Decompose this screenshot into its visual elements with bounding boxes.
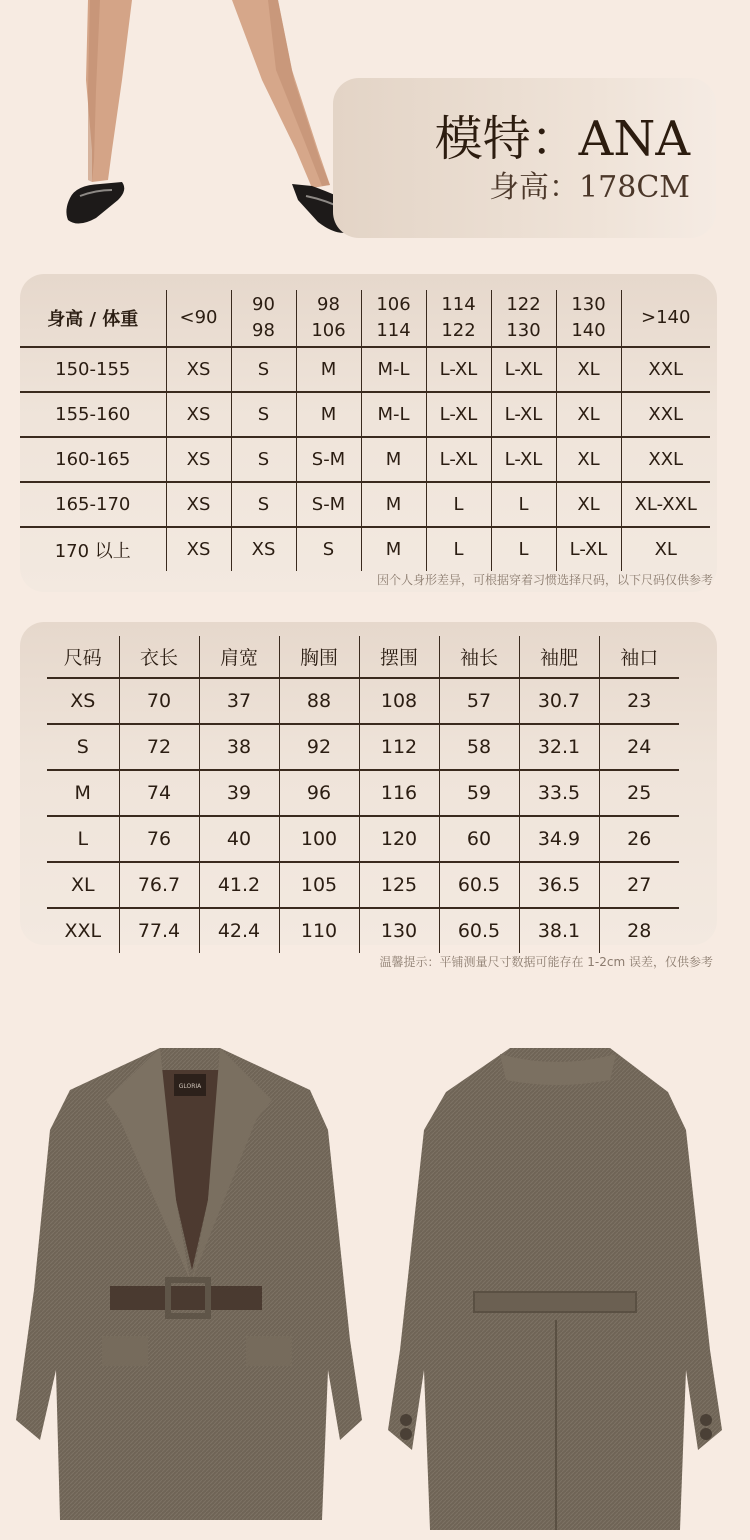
size-cell: XS [166,437,231,482]
size-label-cell: L [47,816,119,862]
table-row [20,527,710,571]
table-row [47,816,679,862]
measurement-cell: 105 [279,862,359,908]
measurement-cell: 40 [199,816,279,862]
height-range-cell: 165-170 [20,482,166,527]
size-cell: L-XL [426,437,491,482]
measurement-cell: 38.1 [519,908,599,953]
height-range-cell: 155-160 [20,392,166,437]
measurement-cell: 60.5 [439,862,519,908]
measurement-table [47,636,679,953]
measurement-cell: 120 [359,816,439,862]
table-row [20,347,710,392]
measurement-cell: 59 [439,770,519,816]
size-cell: L [491,527,556,571]
measurement-cell: 23 [599,678,679,724]
size-cell: L-XL [426,392,491,437]
measurement-cell: 32.1 [519,724,599,770]
size-cell: M [361,437,426,482]
size-cell: XL-XXL [621,482,710,527]
size-cell: M [361,527,426,571]
height-range-cell: 150-155 [20,347,166,392]
measurement-cell: 125 [359,862,439,908]
column-header: 尺码 [47,636,119,678]
table-row [47,770,679,816]
size-label-cell: S [47,724,119,770]
size-cell: M [296,392,361,437]
size-cell: S [231,482,296,527]
measurement-cell: 74 [119,770,199,816]
measurement-cell: 112 [359,724,439,770]
height-range-cell: 170 以上 [54,540,131,562]
weight-range-header: 106 114 [361,290,426,347]
measurement-cell: 34.9 [519,816,599,862]
model-info-card [333,78,716,238]
size-cell: XXL [621,437,710,482]
size-cell: M-L [361,347,426,392]
size-cell: XXL [621,347,710,392]
table-row [47,862,679,908]
size-cell: L [426,482,491,527]
measurement-cell: 25 [599,770,679,816]
measurement-cell: 42.4 [199,908,279,953]
column-header: 袖肥 [519,636,599,678]
measurement-cell: 41.2 [199,862,279,908]
size-cell: XS [166,527,231,571]
measurement-cell: 27 [599,862,679,908]
measurement-cell: 100 [279,816,359,862]
size-recommendation-table [20,290,710,571]
measurement-cell: 24 [599,724,679,770]
blazer-back-image [370,1040,740,1540]
size-label-cell: M [47,770,119,816]
size-cell: L-XL [556,527,621,571]
measurement-cell: 33.5 [519,770,599,816]
measurement-cell: 39 [199,770,279,816]
column-header: 胸围 [279,636,359,678]
measurement-cell: 76.7 [119,862,199,908]
size-cell: M [296,347,361,392]
table-row [47,678,679,724]
measurement-cell: 26 [599,816,679,862]
size-label-cell: XXL [64,920,102,942]
size-recommendation-note: 因个人身形差异，可根据穿着习惯选择尺码，以下尺码仅供参考 [376,573,713,587]
size-label-cell: XL [47,862,119,908]
size-cell: L-XL [491,347,556,392]
weight-range-header: 90 98 [231,290,296,347]
size-cell: XS [231,527,296,571]
measurement-cell: 38 [199,724,279,770]
model-height: 身高：178CM [489,170,690,205]
measurement-cell: 36.5 [519,862,599,908]
column-header: 袖口 [599,636,679,678]
table-row [20,437,710,482]
weight-range-header: 98 106 [296,290,361,347]
measurement-cell: 116 [359,770,439,816]
size-cell: L-XL [491,392,556,437]
column-header: 袖长 [439,636,519,678]
measurement-cell: 70 [119,678,199,724]
measurement-cell: 110 [279,908,359,953]
size-cell: S [296,527,361,571]
size-cell: S-M [296,482,361,527]
size-cell: S [231,392,296,437]
measurement-cell: 28 [599,908,679,953]
measurement-cell: 108 [359,678,439,724]
height-weight-header: 身高 / 体重 [20,290,166,347]
measurement-cell: 76 [119,816,199,862]
measurement-cell: 77.4 [119,908,199,953]
measurement-cell: 92 [279,724,359,770]
weight-range-header: <90 [166,290,231,347]
table-row [20,482,710,527]
measurement-cell: 130 [359,908,439,953]
size-cell: XS [166,482,231,527]
size-cell: XL [556,437,621,482]
blazer-front-image [10,1040,370,1540]
size-label-cell: XS [47,678,119,724]
size-cell: L-XL [426,347,491,392]
back-belt [474,1292,636,1312]
size-cell: S [231,437,296,482]
size-cell: M-L [361,392,426,437]
table-header-row [47,636,679,678]
measurement-cell: 72 [119,724,199,770]
size-cell: L [491,482,556,527]
model-name: 模特：ANA [434,111,690,167]
size-cell: S [231,347,296,392]
measurement-cell: 60 [439,816,519,862]
weight-range-header: 122 130 [491,290,556,347]
column-header: 肩宽 [199,636,279,678]
measurement-cell: 37 [199,678,279,724]
weight-range-header: 130 140 [556,290,621,347]
table-row [47,724,679,770]
measurement-note: 温馨提示：平铺测量尺寸数据可能存在 1-2cm 误差，仅供参考 [379,955,713,969]
size-cell: XS [166,392,231,437]
height-range-cell: 160-165 [20,437,166,482]
measurement-cell: 58 [439,724,519,770]
brand-label-text: GLORIA [178,1083,202,1090]
size-cell: XS [166,347,231,392]
size-cell: L-XL [491,437,556,482]
measurement-cell: 30.7 [519,678,599,724]
column-header: 摆围 [359,636,439,678]
weight-range-header: >140 [621,290,710,347]
measurement-cell: 88 [279,678,359,724]
table-row [47,908,679,953]
measurement-cell: 96 [279,770,359,816]
size-cell: M [361,482,426,527]
table-header-row [20,290,710,347]
size-cell: XL [621,527,710,571]
size-cell: L [426,527,491,571]
measurement-cell: 57 [439,678,519,724]
size-cell: XL [556,482,621,527]
belt [110,1286,262,1310]
table-row [20,392,710,437]
size-cell: S-M [296,437,361,482]
column-header: 衣长 [119,636,199,678]
size-cell: XXL [621,392,710,437]
measurement-cell: 60.5 [439,908,519,953]
weight-range-header: 114 122 [426,290,491,347]
size-cell: XL [556,347,621,392]
size-cell: XL [556,392,621,437]
